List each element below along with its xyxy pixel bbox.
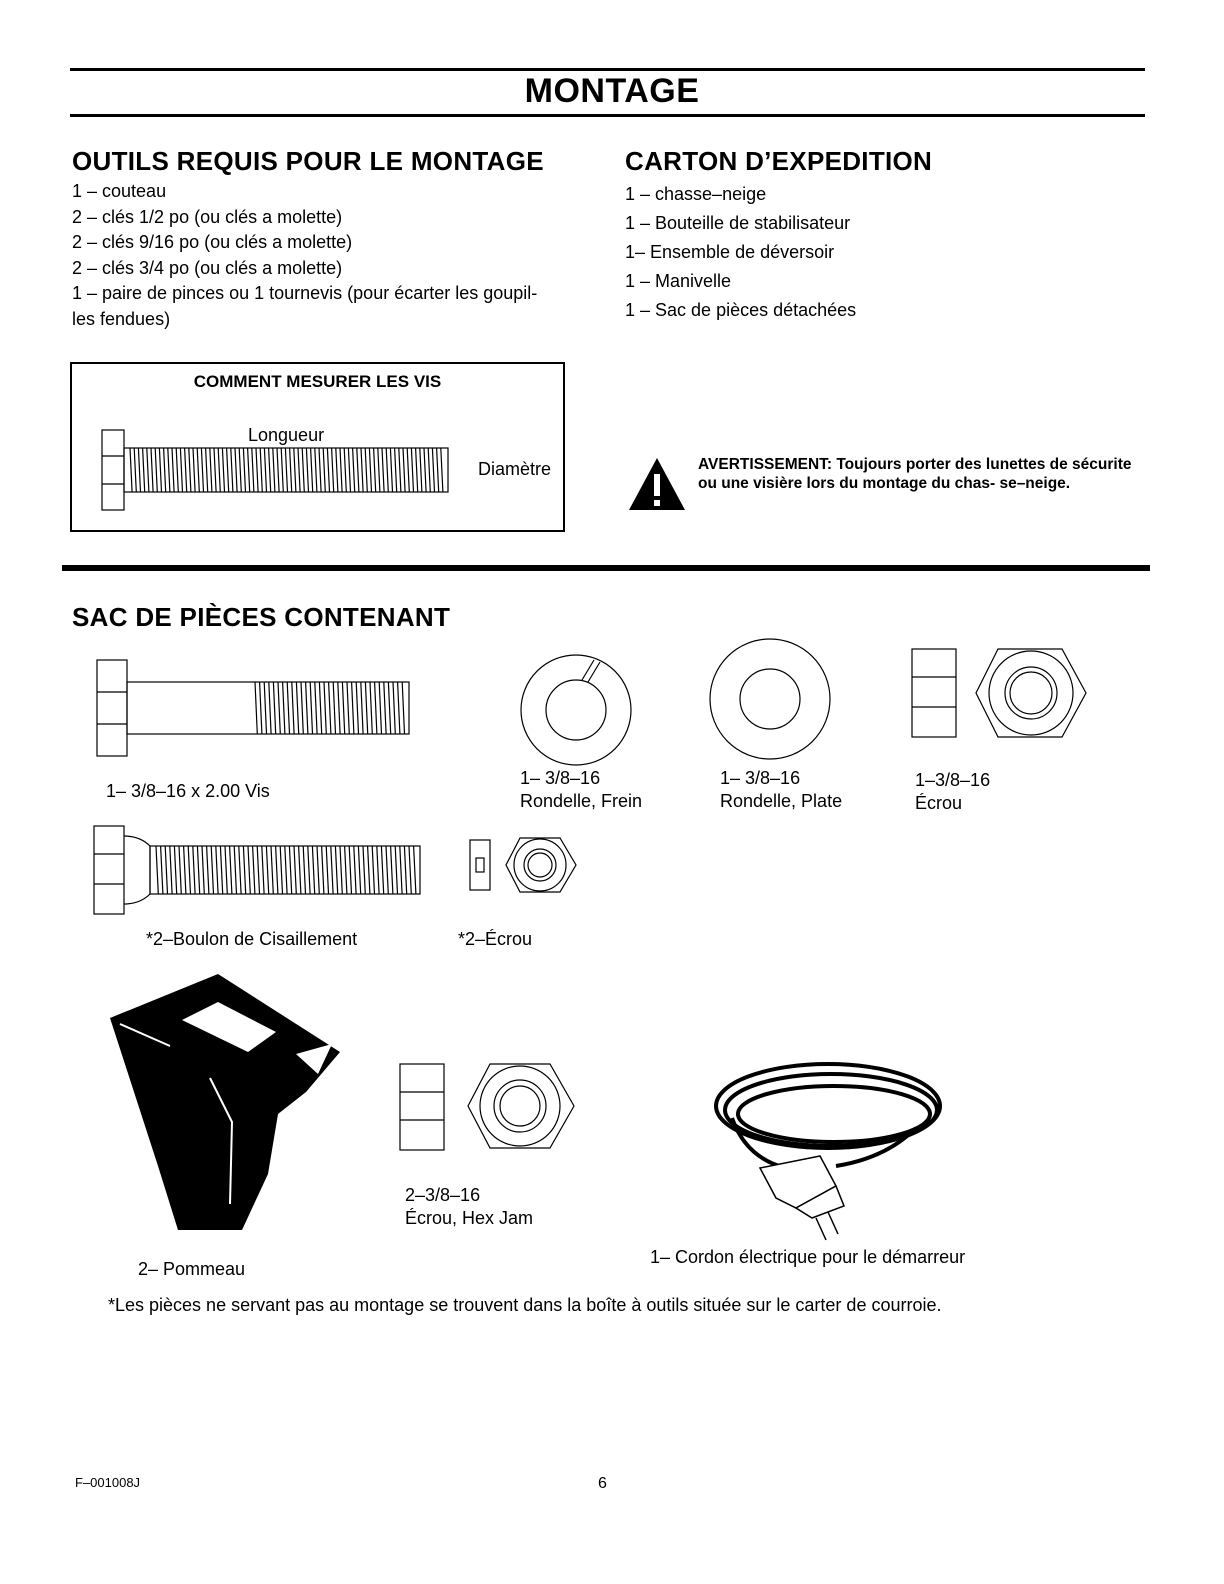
list-item: 1 – couteau (72, 181, 167, 201)
thread-line (400, 846, 402, 894)
thread-line (386, 846, 388, 894)
thread-line (218, 448, 220, 492)
thread-line (391, 846, 393, 894)
thread-line (271, 846, 273, 894)
cord-label: 1– Cordon électrique pour le démarreur (650, 1247, 966, 1267)
thread-line (324, 682, 326, 734)
thread-line (370, 682, 372, 734)
thread-line (315, 682, 317, 734)
thread-line (264, 682, 266, 734)
thread-line (335, 846, 337, 894)
thread-line (384, 682, 386, 734)
measure-box-title: COMMENT MESURER LES VIS (193, 372, 442, 391)
document-code: F–001008J (75, 1475, 141, 1490)
thread-line (369, 448, 371, 492)
thread-line (388, 682, 390, 734)
list-item: 1– Ensemble de déversoir (625, 242, 835, 262)
thread-line (310, 682, 312, 734)
lock-washer-name: Rondelle, Frein (520, 791, 643, 811)
thread-line (296, 682, 298, 734)
thread-line (424, 448, 426, 492)
thread-line (172, 448, 174, 492)
list-item: 1 – Manivelle (625, 271, 732, 291)
thread-line (159, 448, 161, 492)
thread-line (441, 448, 443, 492)
list-item: 1 – Sac de pièces détachées (625, 300, 857, 320)
thread-line (379, 682, 381, 734)
thread-line (197, 846, 199, 894)
thread-line (420, 448, 422, 492)
thread-line (253, 846, 255, 894)
list-item: 2 – clés 9/16 po (ou clés a molette) (72, 232, 353, 252)
thread-line (180, 448, 182, 492)
thread-line (409, 846, 411, 894)
thread-line (303, 846, 305, 894)
screw-icon (95, 660, 435, 760)
thread-line (211, 846, 213, 894)
thread-line (329, 682, 331, 734)
list-item: 1 – chasse–neige (625, 184, 767, 204)
thread-line (206, 448, 208, 492)
thread-line (165, 846, 167, 894)
thread-line (319, 448, 321, 492)
thread-line (156, 846, 158, 894)
thread-line (202, 846, 204, 894)
thread-line (372, 846, 374, 894)
jam-nut-name: Écrou, Hex Jam (405, 1208, 534, 1228)
thread-line (381, 846, 383, 894)
jam-nut-size: 2–3/8–16 (405, 1185, 481, 1205)
thread-line (306, 448, 308, 492)
flat-washer-name: Rondelle, Plate (720, 791, 843, 811)
thread-line (347, 682, 349, 734)
thread-line (277, 448, 279, 492)
thread-line (365, 682, 367, 734)
thread-line (264, 448, 266, 492)
thread-line (243, 846, 245, 894)
thread-line (407, 448, 409, 492)
nut-size: 1–3/8–16 (915, 770, 991, 790)
carton-heading: CARTON D’EXPEDITION (625, 146, 933, 176)
thread-line (342, 682, 344, 734)
thread-line (299, 846, 301, 894)
thread-line (357, 448, 359, 492)
thread-line (292, 682, 294, 734)
jam-nut-icon (398, 1062, 578, 1152)
thread-line (331, 846, 333, 894)
thread-line (269, 448, 271, 492)
thread-line (336, 448, 338, 492)
thread-line (138, 448, 140, 492)
thread-line (220, 846, 222, 894)
thread-line (207, 846, 209, 894)
thread-line (319, 682, 321, 734)
thread-line (333, 682, 335, 734)
thread-line (273, 682, 275, 734)
thread-line (185, 448, 187, 492)
thread-line (411, 448, 413, 492)
thread-line (201, 448, 203, 492)
thread-line (234, 846, 236, 894)
thread-line (164, 448, 166, 492)
thread-line (368, 846, 370, 894)
thread-line (301, 682, 303, 734)
thread-line (222, 448, 224, 492)
bolt-diagram-icon (100, 430, 480, 520)
thread-line (386, 448, 388, 492)
thread-line (374, 448, 376, 492)
thread-line (404, 846, 406, 894)
warning-triangle-icon (627, 456, 687, 512)
thread-line (344, 448, 346, 492)
thread-line (269, 682, 271, 734)
thread-line (403, 448, 405, 492)
thread-line (322, 846, 324, 894)
thread-line (239, 448, 241, 492)
thread-line (378, 448, 380, 492)
thread-line (327, 448, 329, 492)
thread-line (283, 682, 285, 734)
flat-washer-label (720, 767, 842, 813)
nut-icon (910, 645, 1090, 745)
thread-line (256, 448, 258, 492)
thread-line (273, 448, 275, 492)
thread-line (353, 448, 355, 492)
thread-line (174, 846, 176, 894)
thread-line (231, 448, 233, 492)
thread-line (289, 846, 291, 894)
thread-line (134, 448, 136, 492)
thread-line (432, 448, 434, 492)
thread-line (312, 846, 314, 894)
thread-line (239, 846, 241, 894)
thread-line (393, 682, 395, 734)
parts-heading: SAC DE PIÈCES CONTENANT (72, 602, 451, 632)
thread-line (315, 448, 317, 492)
thread-line (193, 448, 195, 492)
thread-line (365, 448, 367, 492)
thread-line (358, 846, 360, 894)
length-label: Longueur (248, 425, 325, 445)
flat-washer-size: 1– 3/8–16 (720, 768, 801, 788)
screw-label: 1– 3/8–16 x 2.00 Vis (106, 781, 270, 801)
power-cord-icon (716, 1058, 956, 1238)
thread-line (349, 846, 351, 894)
carton-list (625, 180, 856, 325)
thread-line (143, 448, 145, 492)
thread-line (179, 846, 181, 894)
thread-line (266, 846, 268, 894)
shear-bolt-label: *2–Boulon de Cisaillement (146, 929, 358, 949)
thread-line (402, 682, 404, 734)
thread-line (317, 846, 319, 894)
lock-washer-icon (518, 652, 638, 772)
top-rule (70, 68, 1145, 71)
thread-line (348, 448, 350, 492)
page-title: MONTAGE (524, 72, 700, 110)
shear-nut-icon (468, 832, 588, 902)
lock-washer-size: 1– 3/8–16 (520, 768, 601, 788)
thread-line (302, 448, 304, 492)
thread-line (260, 448, 262, 492)
thread-line (248, 846, 250, 894)
thread-line (278, 682, 280, 734)
thread-line (189, 448, 191, 492)
thread-line (356, 682, 358, 734)
thread-line (188, 846, 190, 894)
thread-line (294, 846, 296, 894)
measure-box (70, 362, 565, 532)
thread-line (398, 682, 400, 734)
list-item: 1 – paire de pinces ou 1 tournevis (pour écarter les goupil- (72, 283, 538, 303)
thread-line (227, 448, 229, 492)
tools-list (72, 179, 537, 332)
parts-note: *Les pièces ne servant pas au montage se trouvent dans la boîte à outils située sur le carter de courroie. (108, 1295, 942, 1315)
lock-washer-label (520, 767, 642, 813)
thread-line (308, 846, 310, 894)
jam-nut-label (405, 1184, 533, 1230)
thread-line (151, 448, 153, 492)
thread-line (276, 846, 278, 894)
thread-line (147, 448, 149, 492)
thread-line (210, 448, 212, 492)
thread-line (428, 448, 430, 492)
tools-heading: OUTILS REQUIS POUR LE MONTAGE (72, 146, 544, 176)
warning-text: AVERTISSEMENT: Toujours porter des lunettes de sécurite ou une visière lors du montage du chas- se–neige. (698, 456, 1132, 492)
list-item: 2 – clés 3/4 po (ou clés a molette) (72, 257, 343, 278)
thread-line (235, 448, 237, 492)
thread-line (193, 846, 195, 894)
thread-line (323, 448, 325, 492)
thread-line (285, 846, 287, 894)
thread-line (216, 846, 218, 894)
section-divider (62, 565, 1150, 571)
thread-line (395, 448, 397, 492)
thread-line (311, 448, 313, 492)
list-item: les fendues) (72, 308, 171, 329)
thread-line (176, 448, 178, 492)
nut-label (915, 769, 990, 815)
thread-line (161, 846, 163, 894)
thread-line (243, 448, 245, 492)
thread-line (130, 448, 132, 492)
thread-line (248, 448, 250, 492)
thread-line (225, 846, 227, 894)
thread-line (395, 846, 397, 894)
thread-line (340, 448, 342, 492)
thread-line (294, 448, 296, 492)
thread-line (345, 846, 347, 894)
thread-line (184, 846, 186, 894)
thread-line (252, 448, 254, 492)
thread-line (280, 846, 282, 894)
thread-line (338, 682, 340, 734)
thread-line (363, 846, 365, 894)
thread-line (155, 448, 157, 492)
thread-line (377, 846, 379, 894)
thread-line (390, 448, 392, 492)
thread-line (285, 448, 287, 492)
thread-line (306, 682, 308, 734)
thread-line (214, 448, 216, 492)
thread-line (298, 448, 300, 492)
page-number: 6 (598, 1475, 607, 1492)
thread-line (375, 682, 377, 734)
thread-line (257, 846, 259, 894)
thread-line (361, 448, 363, 492)
thread-line (382, 448, 384, 492)
thread-line (168, 448, 170, 492)
thread-line (354, 846, 356, 894)
thread-line (332, 448, 334, 492)
nut-name: Écrou (915, 793, 963, 813)
thread-line (197, 448, 199, 492)
thread-line (352, 682, 354, 734)
list-item: 2 – clés 1/2 po (ou clés a molette) (72, 206, 343, 227)
thread-line (255, 682, 257, 734)
thread-line (326, 846, 328, 894)
thread-line (340, 846, 342, 894)
flat-washer-icon (707, 633, 837, 763)
diameter-label: Diamètre (478, 459, 552, 479)
shear-bolt-icon (92, 822, 432, 922)
thread-line (287, 682, 289, 734)
title-underline (70, 114, 1145, 117)
knob-icon (100, 968, 360, 1238)
thread-line (281, 448, 283, 492)
thread-line (290, 448, 292, 492)
thread-line (414, 846, 416, 894)
thread-line (170, 846, 172, 894)
thread-line (399, 448, 401, 492)
thread-line (361, 682, 363, 734)
thread-line (260, 682, 262, 734)
shear-nut-label: *2–Écrou (458, 929, 533, 949)
list-item: 1 – Bouteille de stabilisateur (625, 213, 851, 233)
thread-line (230, 846, 232, 894)
thread-line (416, 448, 418, 492)
knob-label: 2– Pommeau (138, 1259, 246, 1279)
thread-line (437, 448, 439, 492)
thread-line (262, 846, 264, 894)
